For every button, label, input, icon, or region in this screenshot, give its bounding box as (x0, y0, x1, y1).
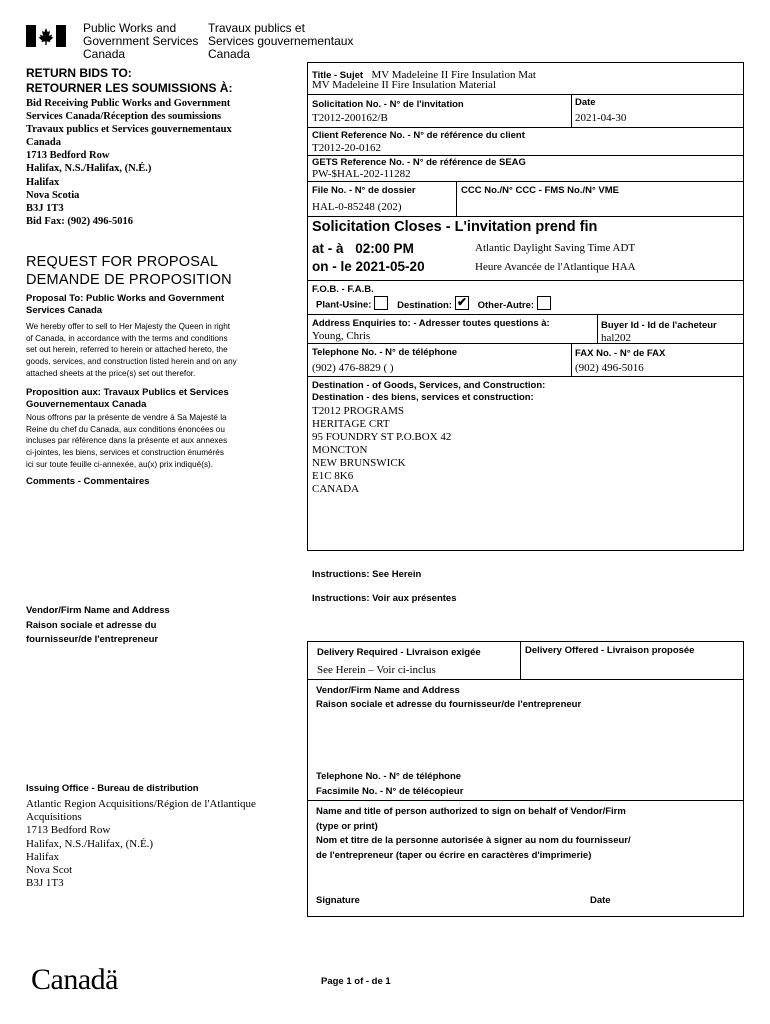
authorized-person-line: Name and title of person authorized to sign on behalf of Vendor/Firm (316, 806, 626, 817)
other-checkbox[interactable] (537, 296, 551, 310)
department-name-fr-line: Canada (208, 47, 251, 61)
vendor-firm-label-line: fournisseur/de l'entrepreneur (26, 634, 159, 645)
timezone-en: Atlantic Daylight Saving Time ADT (475, 242, 636, 254)
buyer-id-label: Buyer Id - Id de l'acheteur (601, 320, 717, 331)
body-line: ci-jointes, les biens, services et construction énumérés (26, 448, 224, 458)
delivery-required-value: See Herein – Voir ci-inclus (317, 664, 436, 676)
closing-time (312, 241, 414, 256)
gets-reference-label: GETS Reference No. - N° de référence de SEAG (312, 157, 526, 168)
buyer-id-value: hal202 (601, 332, 631, 343)
comments-label: Comments - Commentaires (26, 476, 150, 487)
closing-time-value: 02:00 PM (355, 241, 414, 256)
address-line: Canada (26, 137, 62, 149)
destination-fob-label: Destination: (397, 299, 452, 311)
proposal-to-heading-line: Services Canada (26, 304, 103, 316)
return-bids-title-fr: RETOURNER LES SOUMISSIONS À: (26, 81, 233, 95)
body-line: attached sheets at the price(s) set out therefor. (26, 368, 196, 378)
address-line: Halifax (26, 850, 59, 863)
title-value-full: MV Madeleine II Fire Insulation Material (312, 79, 496, 91)
destination-checkbox[interactable]: ✔ (456, 295, 467, 309)
file-no-label: File No. - N° de dossier (312, 185, 416, 196)
enquiries-label: Address Enquiries to: - Adresser toutes questions à: (312, 318, 550, 329)
return-bids-title-en: RETURN BIDS TO: (26, 66, 132, 80)
at-label: at - à (312, 241, 344, 256)
body-line: of Canada, in accordance with the terms and conditions (26, 333, 228, 343)
title-label: Title - Sujet (312, 70, 364, 81)
address-line: Halifax, N.S./Halifax, (N.É.) (26, 163, 152, 175)
proposal-to-heading-line: Proposal To: Public Works and Government (26, 293, 225, 304)
fax-value: (902) 496-5016 (575, 362, 644, 374)
date-value: 2021-04-30 (575, 112, 627, 124)
date-label: Date (575, 97, 596, 108)
authorized-person-line: de l'entrepreneur (taper ou écrire en caractères d'imprimerie) (316, 849, 592, 861)
body-line: ici sur toute feuille ci-annexée, au(x) prix indiqué(s). (26, 459, 214, 469)
solicitation-label: Solicitation No. - N° de l'invitation (312, 99, 464, 110)
address-line: Services Canada/Réception des soumissions (26, 111, 222, 123)
proposition-body (26, 412, 227, 471)
proposal-to-heading (26, 293, 224, 316)
address-line: B3J 1T3 (26, 202, 64, 214)
solicitation-closes-title: Solicitation Closes - L'invitation prend fin (312, 219, 598, 235)
address-line: HERITAGE CRT (312, 418, 390, 430)
body-line: Reine du chef du Canada, aux conditions énoncées ou (26, 424, 225, 434)
department-name-en-line: Public Works and (83, 21, 177, 35)
destination-goods-label-fr: Destination - des biens, services et construction: (312, 392, 534, 403)
signature-date-label: Date (590, 895, 611, 906)
body-line: incluses par référence dans la présente et aux annexes (26, 436, 228, 446)
address-line: Bid Receiving Public Works and Government (26, 98, 231, 109)
instructions-en: Instructions: See Herein (312, 569, 422, 580)
department-name-en-line: Canada (83, 47, 126, 61)
bid-fax: Bid Fax: (902) 496-5016 (26, 215, 134, 227)
address-line: Halifax, N.S./Halifax, (N.É.) (26, 837, 154, 850)
on-label: on - le (312, 259, 352, 274)
proposition-heading-line: Proposition aux: Travaux Publics et Services (26, 387, 229, 398)
enquiries-value: Young, Chris (312, 330, 371, 342)
vendor-firm-label-line: Vendor/Firm Name and Address (26, 605, 170, 616)
issuing-office-address (26, 798, 256, 890)
closing-date (312, 259, 425, 274)
proposition-heading-line: Gouvernementaux Canada (26, 398, 147, 410)
plant-checkbox[interactable] (374, 296, 388, 310)
ccc-no-label: CCC No./N° CCC - FMS No./N° VME (461, 185, 620, 196)
body-line: We hereby offer to sell to Her Majesty the Queen in right (26, 322, 231, 331)
body-line: goods, services, and construction listed herein and on any (26, 357, 237, 367)
client-reference-value: T2012-20-0162 (312, 142, 382, 154)
vendor-facsimile-label: Facsimile No. - N° de télécopieur (316, 786, 464, 797)
rfp-title-en: REQUEST FOR PROPOSAL (26, 254, 219, 270)
fax-label: FAX No. - N° de FAX (575, 348, 666, 359)
delivery-required-label: Delivery Required - Livraison exigée (317, 647, 481, 658)
address-line: NEW BRUNSWICK (312, 457, 406, 469)
instructions-fr: Instructions: Voir aux présentes (312, 593, 457, 604)
timezone-fr: Heure Avancée de l'Atlantique HAA (475, 261, 636, 273)
issuing-office-label: Issuing Office - Bureau de distribution (26, 783, 199, 794)
return-bids-address (26, 97, 232, 228)
department-name-fr-line: Travaux publics et (208, 21, 305, 35)
destination-goods-label-en: Destination - of Goods, Services, and Construction: (312, 380, 546, 391)
fob-label: F.O.B. - F.A.B. (312, 284, 374, 295)
gets-reference-value: PW-$HAL-202-11282 (312, 168, 411, 180)
signature-label: Signature (316, 895, 360, 906)
client-reference-label: Client Reference No. - N° de référence du client (312, 130, 525, 141)
authorized-person-label (316, 805, 631, 863)
canada-flag-icon (26, 25, 66, 47)
address-line: 1713 Bedford Row (26, 150, 110, 162)
solicitation-value: T2012-200162/B (312, 112, 388, 124)
address-line: MONCTON (312, 444, 368, 456)
address-line: Atlantic Region Acquisitions/Région de l'Atlantique (26, 798, 256, 810)
proposition-heading (26, 387, 229, 410)
department-name-en (83, 22, 198, 61)
address-line: Halifax (26, 176, 60, 188)
title-value: MV Madeleine II Fire Insulation Mat (371, 69, 536, 81)
authorized-person-line: (type or print) (316, 820, 378, 832)
address-line: E1C 8K6 (312, 470, 354, 482)
file-no-value: HAL-0-85248 (202) (312, 201, 402, 213)
body-line: Nous offrons par la présente de vendre à Sa Majesté la (26, 413, 227, 422)
body-line: set out herein, referred to herein or attached hereto, the (26, 345, 228, 355)
closing-date-value: 2021-05-20 (355, 259, 425, 274)
department-name-fr (208, 22, 353, 61)
address-line: 95 FOUNDRY ST P.O.BOX 42 (312, 431, 452, 443)
address-line: Nova Scotia (26, 189, 80, 201)
authorized-person-line: Nom et titre de la personne autorisée à signer au nom du fournisseur/ (316, 835, 631, 846)
address-line: Travaux publics et Services gouvernementaux (26, 124, 232, 136)
page-number: Page 1 of - de 1 (321, 976, 391, 987)
address-line: CANADA (312, 483, 360, 495)
department-name-en-line: Government Services (83, 34, 199, 48)
vendor-firm-label-right-fr: Raison sociale et adresse du fournisseur/de l'entrepreneur (316, 699, 582, 710)
rfp-title-fr: DEMANDE DE PROPOSITION (26, 272, 232, 288)
address-line: Acquisitions (26, 811, 82, 824)
address-line: B3J 1T3 (26, 877, 64, 890)
vendor-firm-label (26, 604, 170, 648)
vendor-firm-label-line: Raison sociale et adresse du (26, 619, 157, 631)
return-bids-title (26, 66, 232, 96)
plant-label: Plant-Usine: (316, 299, 372, 311)
telephone-value: (902) 476-8829 ( ) (312, 362, 394, 374)
canada-wordmark: Canadä (31, 963, 118, 996)
telephone-label: Telephone No. - N° de téléphone (312, 347, 458, 358)
address-line: 1713 Bedford Row (26, 824, 111, 837)
proposal-to-body (26, 321, 237, 380)
vendor-telephone-label: Telephone No. - N° de téléphone (316, 771, 462, 782)
destination-address (312, 405, 451, 496)
address-line: Nova Scot (26, 864, 73, 877)
department-name-fr-line: Services gouvernementaux (208, 34, 354, 48)
fob-options (316, 295, 551, 312)
address-line: T2012 PROGRAMS (312, 405, 404, 417)
delivery-offered-label: Delivery Offered - Livraison proposée (525, 645, 695, 656)
vendor-firm-label-right: Vendor/Firm Name and Address (316, 685, 460, 696)
other-label: Other-Autre: (477, 299, 535, 311)
rfp-title (26, 253, 232, 289)
